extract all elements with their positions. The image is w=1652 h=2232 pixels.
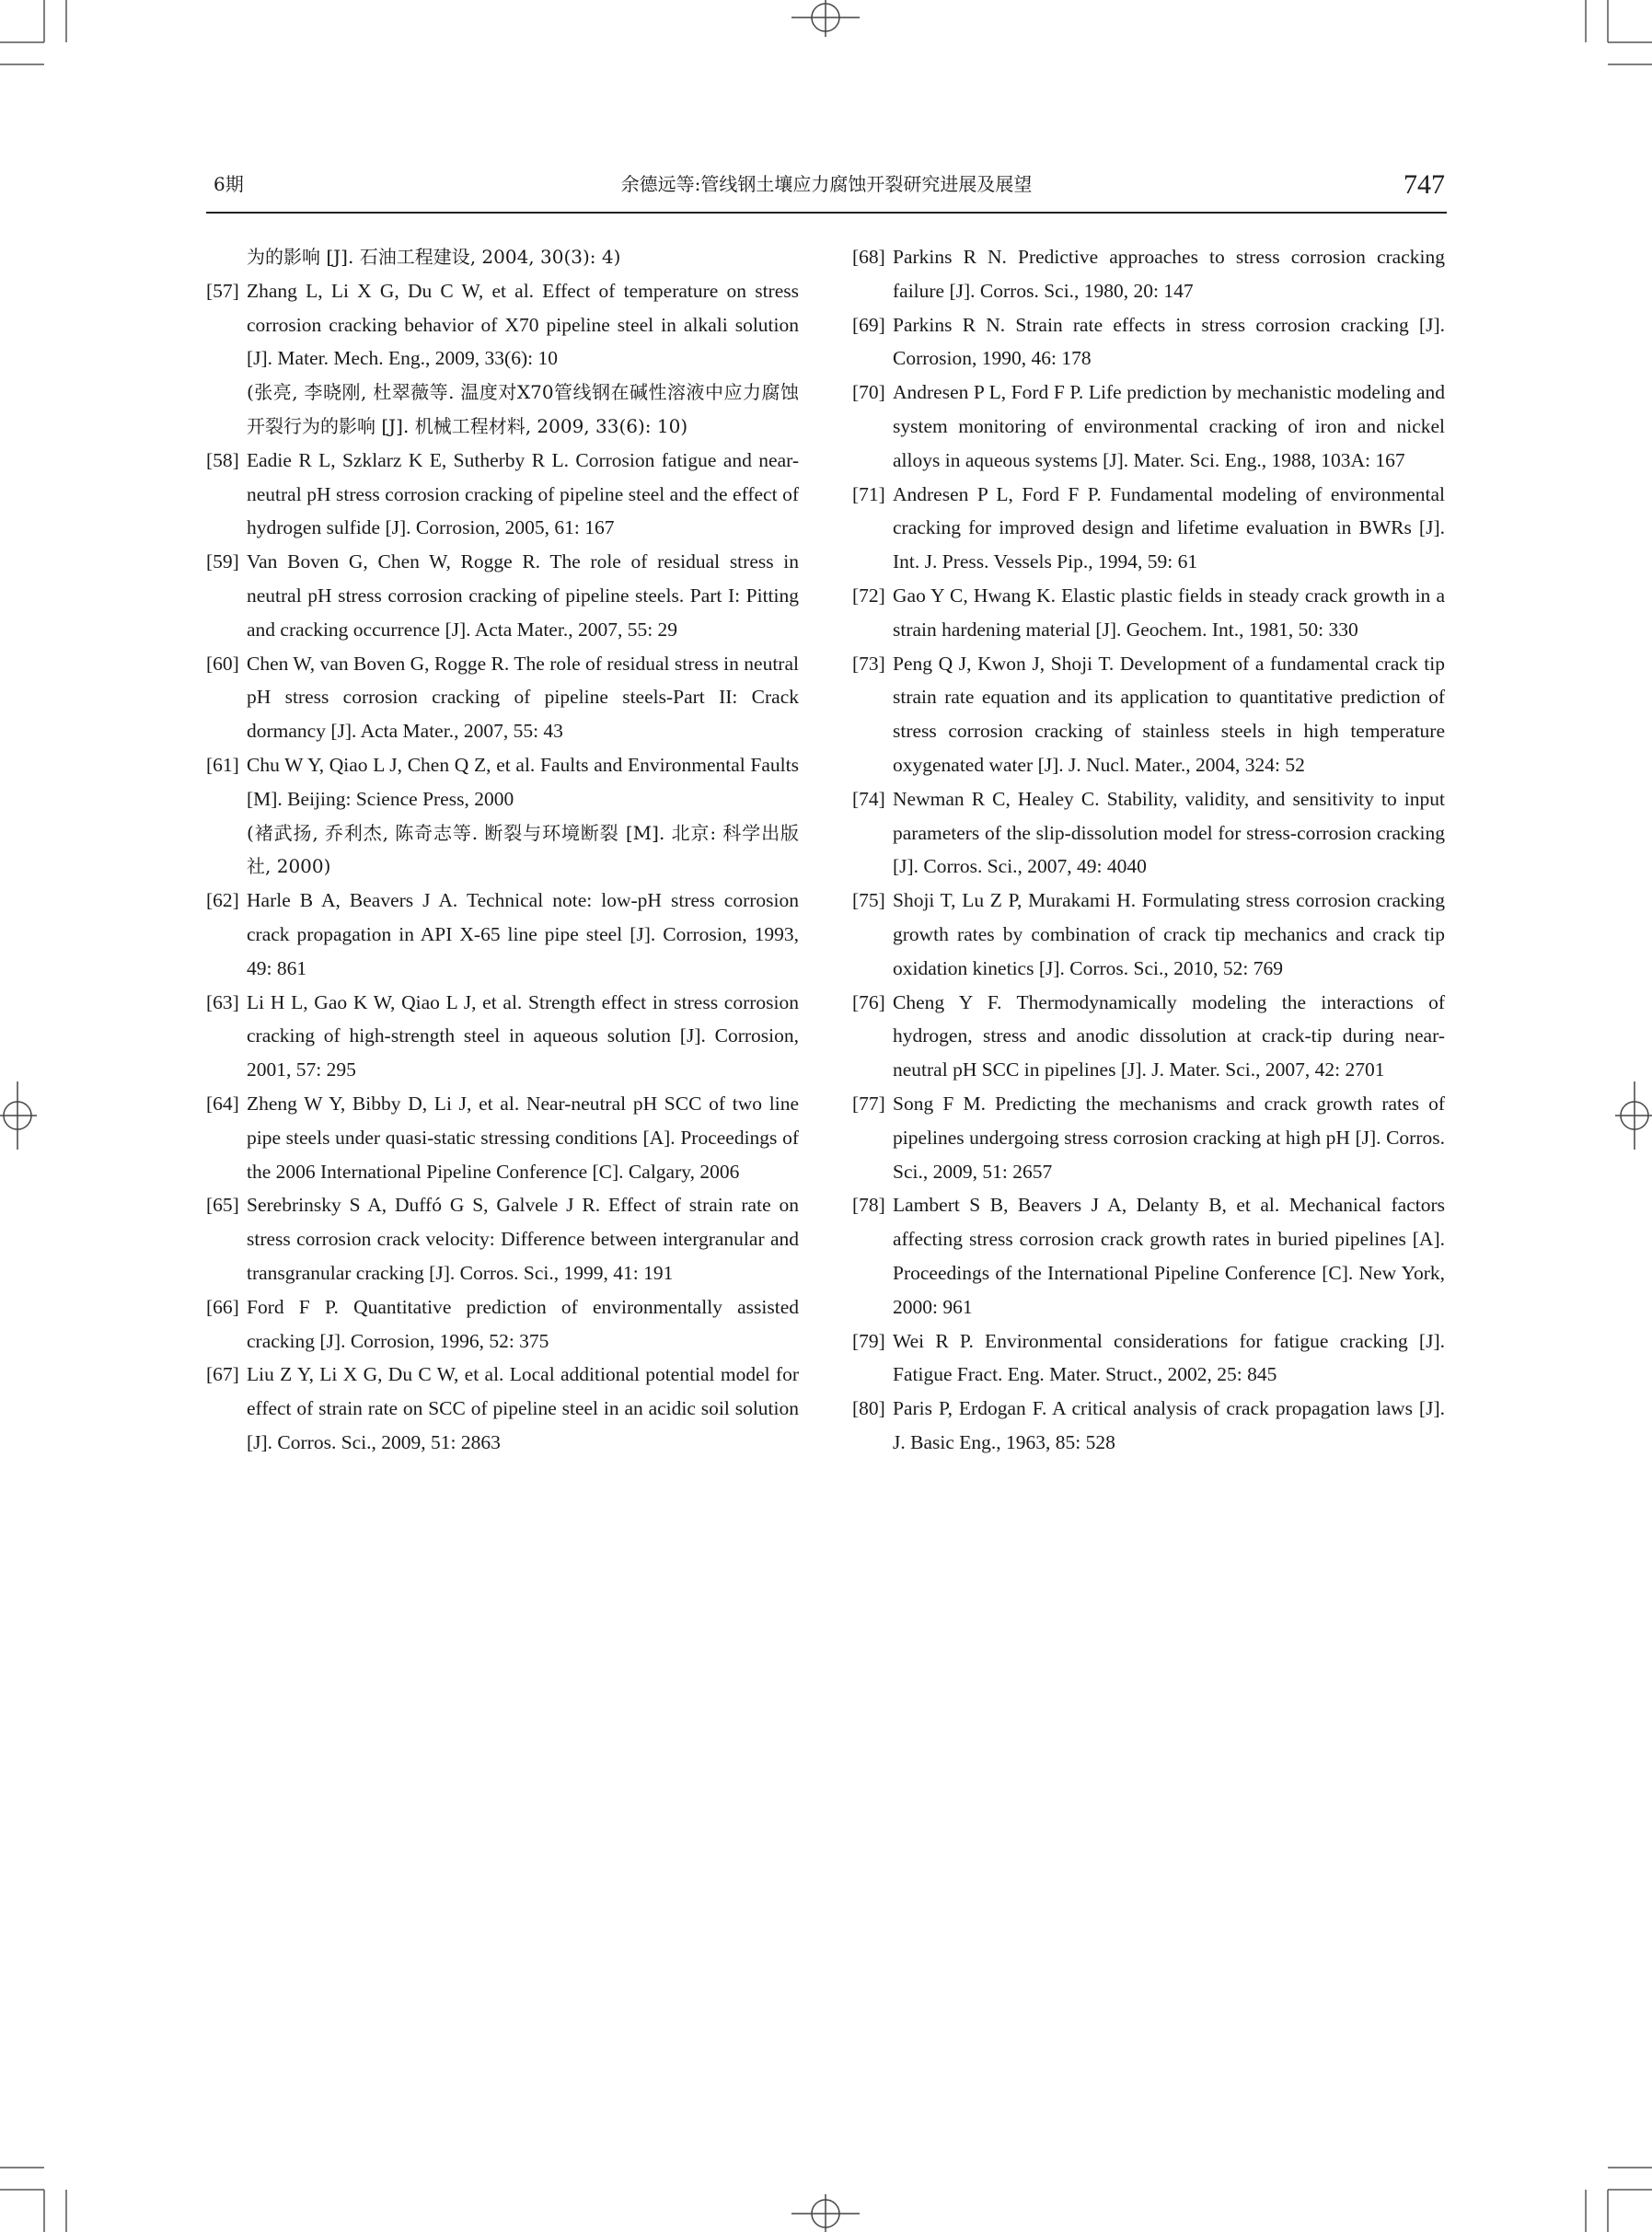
reference-number: [74] [852,787,885,810]
reference-item [206,1087,799,1188]
reference-item [852,1087,1445,1188]
reference-text: Liu Z Y, Li X G, Du C W, et al. Local additional potential model for effect of strain rate on SCC of pipeline steel in an acidic soil solution [J]. Corros. Sci., 2009, 51: 2863 [247,1363,799,1453]
registration-mark-left [0,1081,37,1150]
reference-item [206,1290,799,1359]
reference-text: Cheng Y F. Thermodynamically modeling the interactions of hydrogen, stress and anodic dissolution at crack-tip during near-neutral pH SCC in pipelines [J]. J. Mater. Sci., 2007, 42: 2701 [893,990,1445,1081]
reference-text: Shoji T, Lu Z P, Murakami H. Formulating stress corrosion cracking growth rates by combination of crack tip mechanics and crack tip oxidation kinetics [J]. Corros. Sci., 2010, 52: 769 [893,889,1445,979]
registration-mark-right [1615,1081,1652,1150]
reference-number: [67] [206,1363,239,1386]
reference-item [206,647,799,748]
reference-text: Ford F P. Quantitative prediction of environmentally assisted cracking [J]. Corrosion, 1996, 52: 375 [247,1295,799,1352]
reference-item [852,240,1445,308]
reference-item [852,1324,1445,1393]
reference-translation: (张亮, 李晓刚, 杜翠薇等. 温度对X70管线钢在碱性溶液中应力腐蚀开裂行为的影响 [J]. 机械工程材料, 2009, 33(6): 10) [247,381,799,437]
reference-text: Chen W, van Boven G, Rogge R. The role of residual stress in neutral pH stress corrosion cracking of pipeline steels-Part II: Crack dormancy [J]. Acta Mater., 2007, 55: 43 [247,652,799,743]
reference-number: [76] [852,990,885,1013]
reference-text: Newman R C, Healey C. Stability, validity, and sensitivity to input parameters of the slip-dissolution model for stress-corrosion cracking [J]. Corros. Sci., 2007, 49: 4040 [893,787,1445,878]
running-header [206,166,1447,212]
reference-item [852,376,1445,477]
reference-text: Eadie R L, Szklarz K E, Sutherby R L. Corrosion fatigue and near-neutral pH stress corrosion cracking of pipeline steel and the effect of hydrogen sulfide [J]. Corrosion, 2005, 61: 167 [247,448,799,539]
reference-item [852,884,1445,985]
registration-mark-top [791,0,860,37]
header-rule [206,212,1447,214]
reference-number: [77] [852,1092,885,1115]
reference-text: Parkins R N. Predictive approaches to stress corrosion cracking failure [J]. Corros. Sci., 1980, 20: 147 [893,246,1445,302]
reference-item [852,1188,1445,1324]
reference-text: Andresen P L, Ford F P. Fundamental modeling of environmental cracking for improved design and lifetime evaluation in BWRs [J]. Int. J. Press. Vessels Pip., 1994, 59: 61 [893,482,1445,573]
reference-number: [61] [206,753,239,776]
reference-number: [70] [852,381,885,404]
reference-item [852,308,1445,376]
reference-item [852,1392,1445,1460]
reference-text: Wei R P. Environmental considerations for fatigue cracking [J]. Fatigue Fract. Eng. Mater. Struct., 2002, 25: 845 [893,1329,1445,1386]
reference-item [852,478,1445,579]
reference-text: Peng Q J, Kwon J, Shoji T. Development of a fundamental crack tip strain rate equation and its application to quantitative prediction of stress corrosion cracking of stainless steels in high temperature oxygenated water [J]. J. Nucl. Mater., 2004, 324: 52 [893,652,1445,776]
reference-item [206,986,799,1087]
reference-text: Chu W Y, Qiao L J, Chen Q Z, et al. Faults and Environmental Faults [M]. Beijing: Science Press, 2000 [247,753,799,810]
reference-number: [59] [206,550,239,573]
reference-item [206,444,799,545]
reference-item [206,1188,799,1289]
reference-number: [79] [852,1329,885,1352]
reference-number: [57] [206,279,239,302]
reference-number: [80] [852,1397,885,1420]
reference-number: [60] [206,652,239,675]
reference-item [852,579,1445,647]
references-right-column [852,240,1445,1460]
reference-text: Gao Y C, Hwang K. Elastic plastic fields in steady crack growth in a strain hardening material [J]. Geochem. Int., 1981, 50: 330 [893,584,1445,641]
reference-text: Zheng W Y, Bibby D, Li J, et al. Near-neutral pH SCC of two line pipe steels under quasi-static stressing conditions [A]. Proceedings of the 2006 International Pipeline Conference [C]. Calgary, 2006 [247,1092,799,1183]
page-number: 747 [1404,169,1445,200]
registration-mark-bottom [791,2194,860,2232]
reference-number: [71] [852,482,885,505]
reference-item [206,748,799,884]
reference-number: [63] [206,990,239,1013]
reference-text: Paris P, Erdogan F. A critical analysis of crack propagation laws [J]. J. Basic Eng., 1963, 85: 528 [893,1397,1445,1453]
reference-item [206,884,799,985]
reference-text: Van Boven G, Chen W, Rogge R. The role of residual stress in neutral pH stress corrosion cracking of pipeline steels. Part I: Pitting and cracking occurrence [J]. Acta Mater., 2007, 55: 29 [247,550,799,641]
reference-number: [68] [852,246,885,268]
reference-text: Zhang L, Li X G, Du C W, et al. Effect of temperature on stress corrosion cracking behavior of X70 pipeline steel in alkali solution [J]. Mater. Mech. Eng., 2009, 33(6): 10 [247,279,799,370]
reference-item [206,545,799,646]
reference-number: [78] [852,1194,885,1217]
reference-number: [75] [852,889,885,912]
references-left-column [206,240,799,1460]
reference-text: Li H L, Gao K W, Qiao L J, et al. Strength effect in stress corrosion cracking of high-strength steel in aqueous solution [J]. Corrosion, 2001, 57: 295 [247,990,799,1081]
reference-continuation: 为的影响 [J]. 石油工程建设, 2004, 30(3): 4) [247,246,621,268]
reference-number: [69] [852,313,885,336]
reference-text: Andresen P L, Ford F P. Life prediction by mechanistic modeling and system monitoring of environmental cracking of iron and nickel alloys in aqueous systems [J]. Mater. Sci. Eng., 1988, 103A: 167 [893,381,1445,471]
reference-text: Parkins R N. Strain rate effects in stress corrosion cracking [J]. Corrosion, 1990, 46: 178 [893,313,1445,370]
reference-text: Song F M. Predicting the mechanisms and crack growth rates of pipelines undergoing stress corrosion cracking at high pH [J]. Corros. Sci., 2009, 51: 2657 [893,1092,1445,1183]
reference-number: [64] [206,1092,239,1115]
reference-item [852,986,1445,1087]
reference-number: [65] [206,1194,239,1217]
reference-item [852,647,1445,782]
reference-number: [58] [206,448,239,471]
issue-number: 6期 [214,173,244,195]
reference-item [852,782,1445,884]
reference-text: Lambert S B, Beavers J A, Delanty B, et al. Mechanical factors affecting stress corrosion crack growth rates in buried pipelines [A]. Proceedings of the International Pipeline Conference [C]. New York, 2000: 961 [893,1194,1445,1318]
reference-text: Harle B A, Beavers J A. Technical note: low-pH stress corrosion crack propagation in API X-65 line pipe steel [J]. Corrosion, 1993, 49: 861 [247,889,799,979]
reference-item [206,1358,799,1459]
running-title: 余德远等:管线钢土壤应力腐蚀开裂研究进展及展望 [620,173,1033,195]
reference-text: Serebrinsky S A, Duffó G S, Galvele J R. Effect of strain rate on stress corrosion crack velocity: Difference between intergranular and transgranular cracking [J]. Corros. Sci., 1999, 41: 191 [247,1194,799,1284]
reference-number: [72] [852,584,885,607]
reference-number: [62] [206,889,239,912]
reference-translation: (褚武扬, 乔利杰, 陈奇志等. 断裂与环境断裂 [M]. 北京: 科学出版社, 2000) [247,821,799,878]
reference-number: [73] [852,652,885,675]
reference-item [206,274,799,444]
reference-number: [66] [206,1295,239,1318]
